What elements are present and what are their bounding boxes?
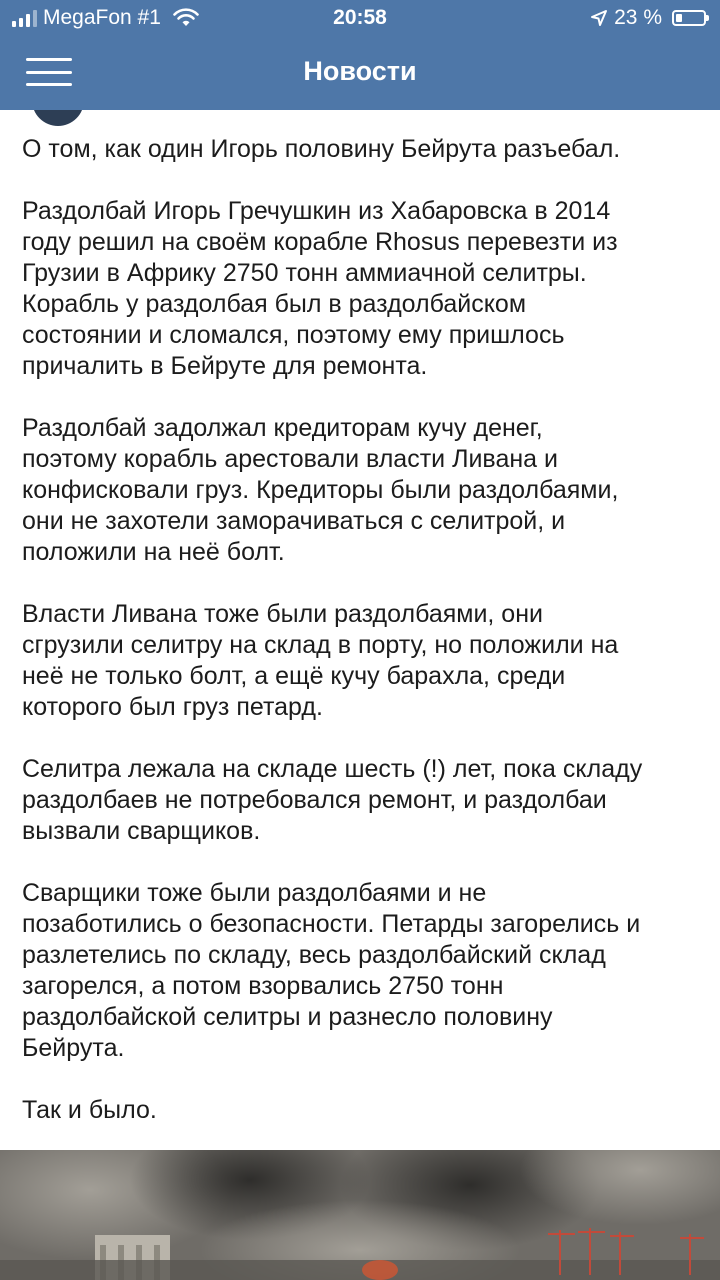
status-left [12,6,199,30]
wifi-icon [173,8,199,28]
post-photo[interactable] [0,1150,720,1280]
status-time: 20:58 [333,6,387,29]
nav-bar [0,38,720,110]
status-bar [0,0,720,38]
post-paragraph: Сварщики тоже были раздолбаями и не позаботились о безопасности. Петарды загорелись и разлетелись по складу, весь раздолбайский склад загорелся, а потом взорвались 2750 тонн раздолбайской селитры и разнесло половину Бейрута. [22,879,641,1062]
status-right [590,6,706,30]
post-photo-image [0,1150,720,1280]
signal-icon [12,9,37,27]
post-paragraph: О том, как один Игорь половину Бейрута разъебал. [22,135,621,163]
menu-icon[interactable] [26,54,72,90]
post-paragraph: Раздолбай задолжал кредиторам кучу денег, поэтому корабль арестовали власти Ливана и конфисковали груз. Кредиторы были раздолбаями, они не захотели заморачиваться с селитрой, и положили на неё болт. [22,414,619,566]
battery-level [676,14,682,22]
post-text [22,134,702,1157]
post-paragraph: Так и было. [22,1096,157,1124]
post-paragraph: Власти Ливана тоже были раздолбаями, они сгрузили селитру на склад в порту, но положили на неё не только болт, а ещё кучу барахла, среди которого был груз петард. [22,600,619,721]
post-paragraph: Раздолбай Игорь Гречушкин из Хабаровска в 2014 году решил на своём корабле Rhosus перевезти из Грузии в Африку 2750 тонн аммиачной селитры. Корабль у раздолбая был в раздолбайском состоянии и сломался, поэтому ему пришлось причалить в Бейруте для ремонта. [22,197,618,380]
carrier-name: MegaFon #1 [43,6,161,29]
page-title: Новости [303,56,417,86]
header [0,0,720,110]
battery-percent: 23 % [614,6,662,29]
battery-icon [672,10,706,26]
location-arrow-icon [590,9,608,27]
post-paragraph: Селитра лежала на складе шесть (!) лет, пока складу раздолбаев не потребовался ремонт, и раздолбаи вызвали сварщиков. [22,755,643,845]
